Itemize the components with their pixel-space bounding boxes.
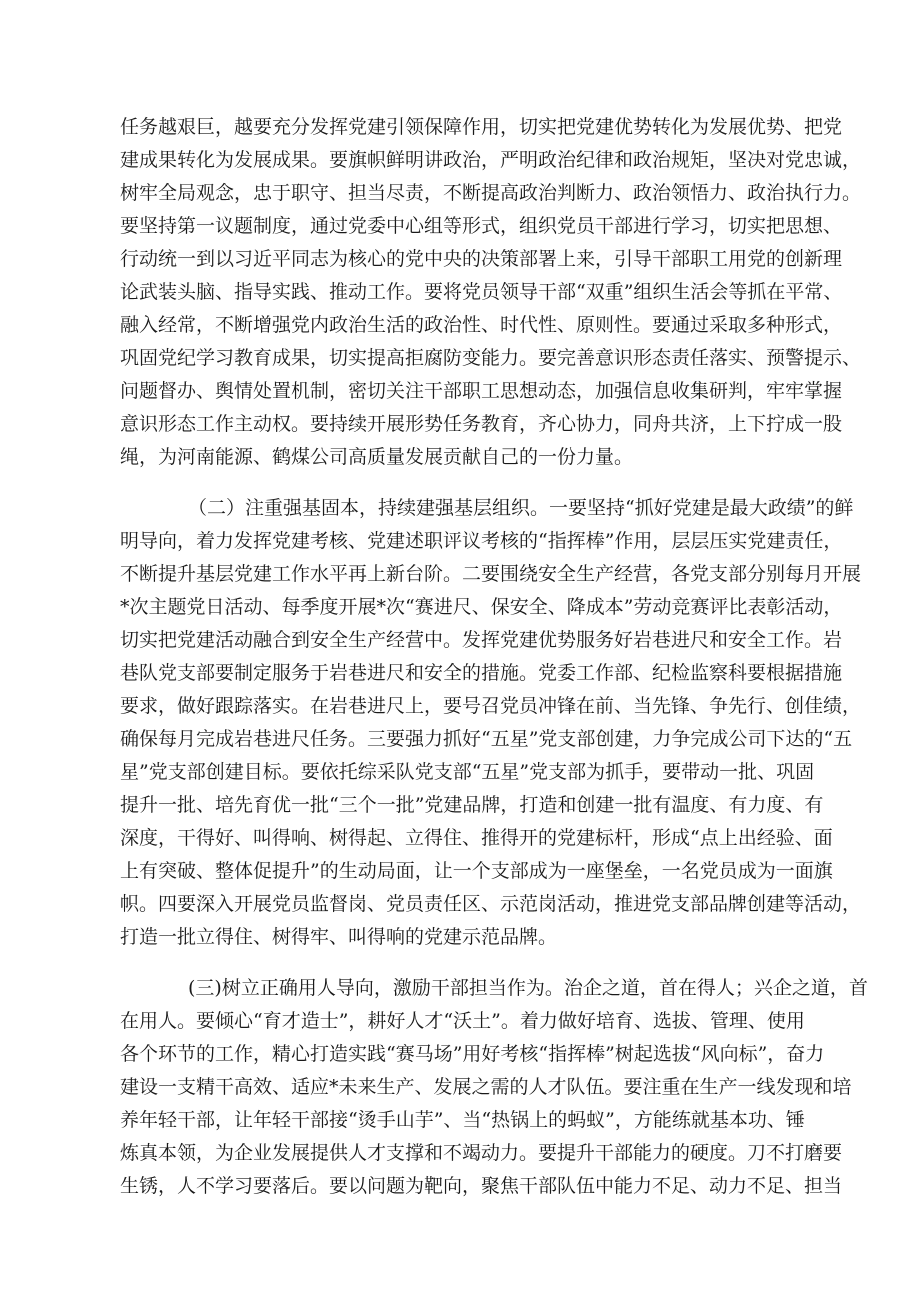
text-line: 确保每月完成岩巷进尺任务。三要强力抓好“五星”党支部创建，力争完成公司下达的“五: [120, 728, 853, 750]
text-line: *次主题党日活动、每季度开展*次“赛进尺、保安全、降成本”劳动竞赛评比表彰活动，: [120, 596, 843, 618]
text-line: 论武装头脑、指导实践、推动工作。要将党员领导干部“双重”组织生活会等抓在平常、: [120, 281, 843, 303]
text-line: 在用人。要倾心“育才造士”，耕好人才“沃土”。着力做好培育、选拔、管理、使用: [120, 1010, 805, 1032]
text-line: 巩固党纪学习教育成果，切实提高拒腐防变能力。要完善意识形态责任落实、预警提示、: [120, 347, 862, 369]
text-line: 问题督办、舆情处置机制，密切关注干部职工思想动态，加强信息收集研判，牢牢掌握: [120, 380, 843, 402]
text-line: 巷队党支部要制定服务于岩巷进尺和安全的措施。党委工作部、纪检监察科要根据措施: [120, 662, 843, 684]
paragraph: [120, 972, 868, 1203]
text-line: 意识形态工作主动权。要持续开展形势任务教育，齐心协力，同舟共济，上下拧成一股: [120, 413, 843, 435]
text-line: 建设一支精干高效、适应*未来生产、发展之需的人才队伍。要注重在生产一线发现和培: [120, 1076, 852, 1098]
paragraph: [120, 111, 862, 474]
paragraph: [120, 492, 862, 954]
text-line: 深度，干得好、叫得响、树得起、立得住、推得开的党建标杆，形成“点上出经验、面: [120, 827, 833, 849]
text-line: 提升一批、培先育优一批“三个一批”党建品牌，打造和创建一批有温度、有力度、有: [120, 794, 824, 816]
text-line: 养年轻干部，让年轻干部接“烫手山芋”、当“热锅上的蚂蚁”，方能练就基本功、锤: [120, 1109, 805, 1131]
text-line: 任务越艰巨，越要充分发挥党建引领保障作用，切实把党建优势转化为发展优势、把党: [120, 116, 843, 138]
text-line: 建成果转化为发展成果。要旗帜鲜明讲政治，严明政治纪律和政治规矩，坚决对党忠诚，: [120, 149, 862, 171]
paragraph-spacer: [120, 954, 801, 972]
text-line: 生锈，人不学习要落后。要以问题为靶向，聚焦干部队伍中能力不足、动力不足、担当: [120, 1175, 843, 1197]
text-line: 星”党支部创建目标。要依托综采队党支部“五星”党支部为抓手，要带动一批、巩固: [120, 761, 815, 783]
text-line: 要坚持第一议题制度，通过党委中心组等形式，组织党员干部进行学习，切实把思想、: [120, 215, 843, 237]
text-line: 绳，为河南能源、鹤煤公司高质量发展贡献自己的一份力量。: [120, 446, 634, 468]
text-line: （二）注重强基固本，持续建强基层组织。一要坚持“抓好党建是最大政绩”的鲜: [188, 497, 854, 519]
text-line: 上有突破、整体促提升”的生动局面，让一个支部成为一座堡垒，一名党员成为一面旗: [120, 860, 833, 882]
text-line: 炼真本领，为企业发展提供人才支撑和不竭动力。要提升干部能力的硬度。刀不打磨要: [120, 1142, 843, 1164]
text-line: 行动统一到以习近平同志为核心的党中央的决策部署上来，引导干部职工用党的创新理: [120, 248, 843, 270]
text-line: 切实把党建活动融合到安全生产经营中。发挥党建优势服务好岩巷进尺和安全工作。岩: [120, 629, 843, 651]
document-body: [120, 111, 868, 1203]
text-line: 不断提升基层党建工作水平再上新台阶。二要围绕安全生产经营，各党支部分别每月开展: [120, 563, 862, 585]
paragraph-spacer: [120, 474, 801, 492]
text-line: 明导向，着力发挥党建考核、党建述职评议考核的“指挥棒”作用，层层压实党建责任，: [120, 530, 843, 552]
text-line: 要求，做好跟踪落实。在岩巷进尺上，要号召党员冲锋在前、当先锋、争先行、创佳绩，: [120, 695, 862, 717]
text-line: (三)树立正确用人导向，激励干部担当作为。治企之道，首在得人；兴企之道，首: [188, 977, 868, 999]
text-line: 融入经常，不断增强党内政治生活的政治性、时代性、原则性。要通过采取多种形式，: [120, 314, 843, 336]
text-line: 树牢全局观念，忠于职守、担当尽责，不断提高政治判断力、政治领悟力、政治执行力。: [120, 182, 862, 204]
text-line: 各个环节的工作，精心打造实践“赛马场”用好考核“指挥棒”树起选拔“风向标”，奋力: [120, 1043, 825, 1065]
text-line: 帜。四要深入开展党员监督岗、党员责任区、示范岗活动，推进党支部品牌创建等活动，: [120, 893, 862, 915]
text-line: 打造一批立得住、树得牢、叫得响的党建示范品牌。: [120, 926, 558, 948]
